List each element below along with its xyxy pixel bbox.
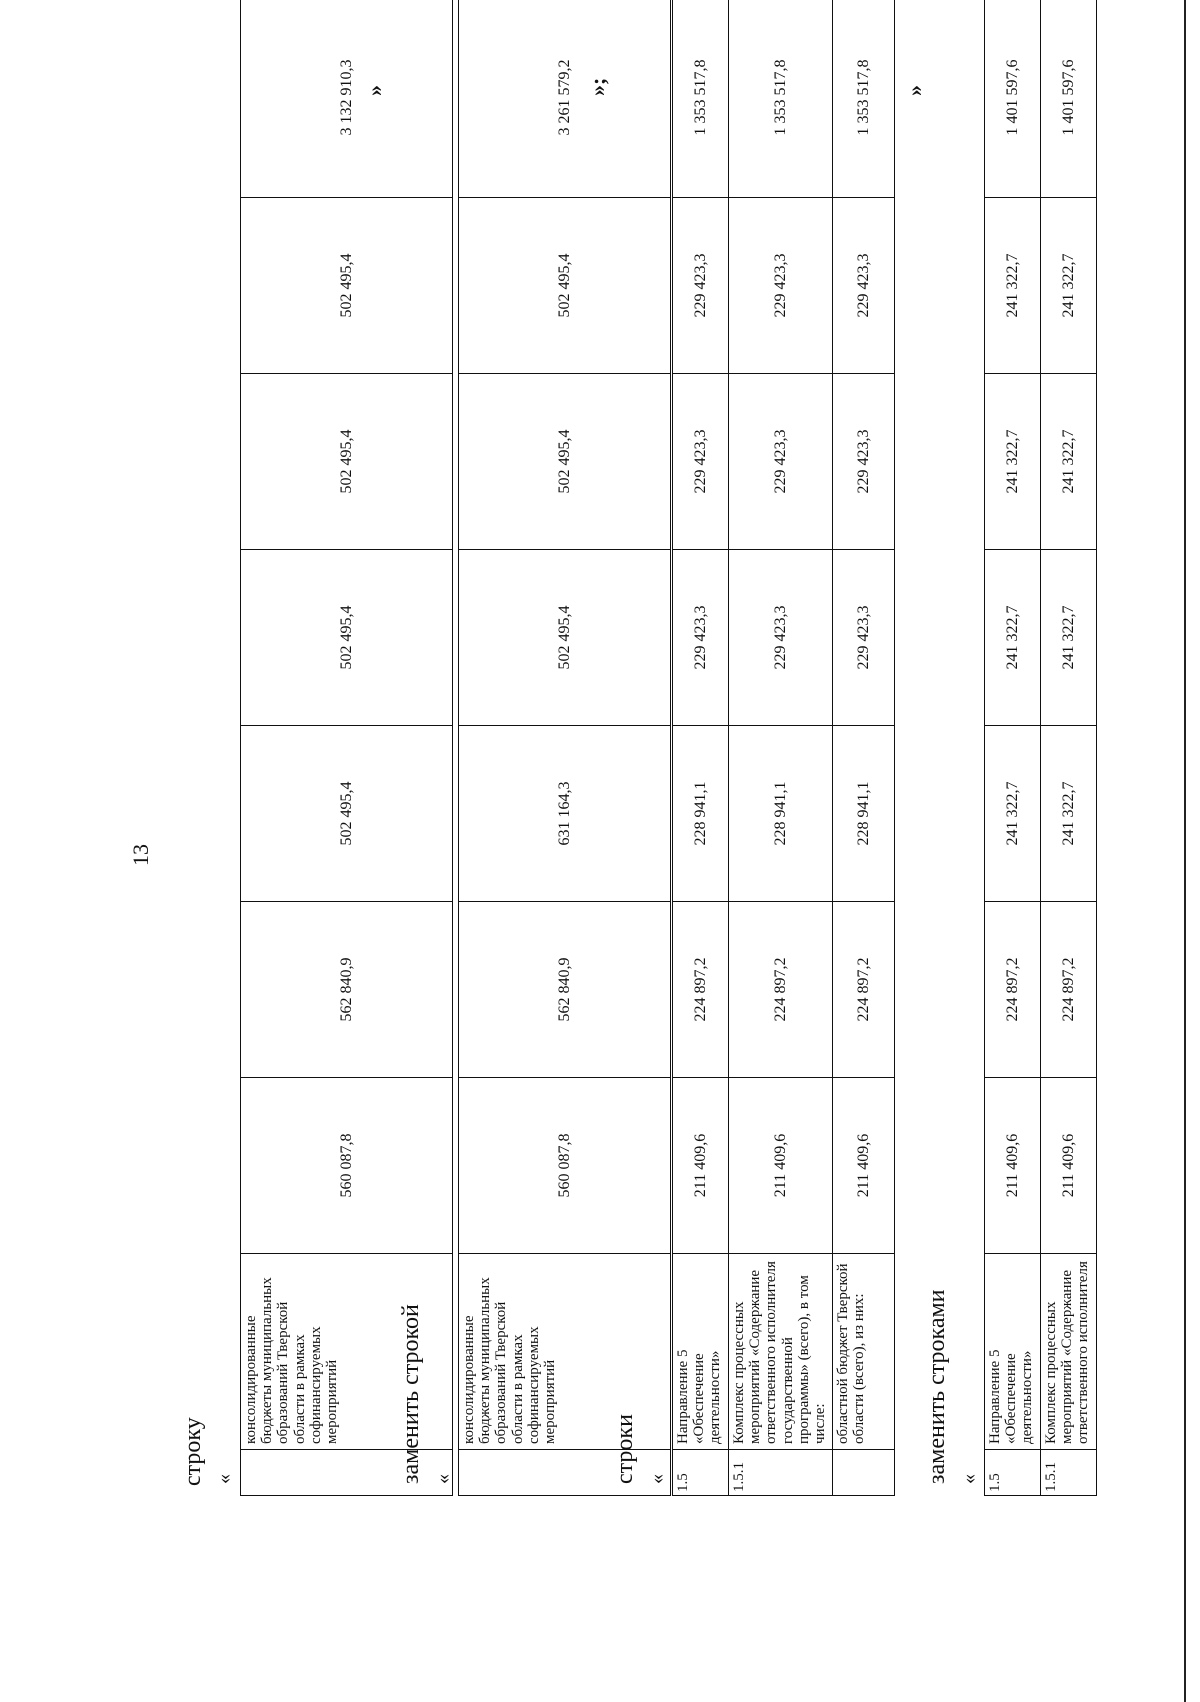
row-code: 1.5 [985,1450,1041,1496]
open-quote-3: « [646,1474,668,1484]
row-value: 224 897,2 [729,902,833,1078]
row-description: Комплекс процессных мероприятий «Содержание ответственного исполнителя государственной программы» (всего), в том числе: [729,1254,833,1450]
close-quote-1: » [362,85,387,96]
row-value: 211 409,6 [729,1078,833,1254]
row-value: 502 495,4 [459,198,671,374]
row-value: 229 423,3 [833,374,895,550]
row-value: 502 495,4 [459,550,671,726]
table-row [241,0,453,1496]
table-row [459,0,671,1496]
row-value: 241 322,7 [985,550,1041,726]
scan-edge-line [1184,0,1186,1702]
table-row [985,0,1041,1496]
row-value: 224 897,2 [833,902,895,1078]
row-code [833,1450,895,1496]
row-value: 241 322,7 [985,726,1041,902]
row-description: Направление 5 «Обеспечение деятельности» [673,1254,729,1450]
row-total-value: 1 401 597,6 [1041,0,1097,198]
row-value: 241 322,7 [1041,198,1097,374]
row-value: 224 897,2 [1041,902,1097,1078]
open-quote-1: « [213,1474,235,1484]
row-value: 229 423,3 [729,198,833,374]
table-block-4 [984,0,1097,1496]
block-label-3: строки [612,1414,638,1484]
page-number: 13 [128,844,153,866]
row-description: Направление 5 «Обеспечение деятельности» [985,1254,1041,1450]
table-row [1041,0,1097,1496]
row-value: 229 423,3 [673,550,729,726]
block-label-2: заменить строкой [398,1304,424,1484]
row-value: 241 322,7 [1041,550,1097,726]
row-value: 229 423,3 [833,550,895,726]
table-block-3 [672,0,895,1496]
row-value: 502 495,4 [241,374,453,550]
row-value: 502 495,4 [241,198,453,374]
close-quote-3: » [902,85,927,96]
row-value: 502 495,4 [241,726,453,902]
row-value: 211 409,6 [1041,1078,1097,1254]
table-row [833,0,895,1496]
row-description: Комплекс процессных мероприятий «Содержание ответственного исполнителя [1041,1254,1097,1450]
row-value: 241 322,7 [985,198,1041,374]
row-total-value: 3 261 579,2 [459,0,671,198]
table-row [729,0,833,1496]
row-value: 229 423,3 [729,550,833,726]
close-quote-2: »; [585,77,610,96]
table-block-1 [240,0,453,1496]
row-code: 1.5.1 [1041,1450,1097,1496]
row-value: 224 897,2 [673,902,729,1078]
row-description: консолидированные бюджеты муниципальных образований Тверской области в рамках софинансируемых мероприятий [459,1254,671,1450]
row-value: 211 409,6 [673,1078,729,1254]
row-value: 228 941,1 [673,726,729,902]
table-block-2 [458,0,671,1496]
row-description: консолидированные бюджеты муниципальных образований Тверской области в рамках софинансируемых мероприятий [241,1254,453,1450]
row-code: 1.5.1 [729,1450,833,1496]
row-total-value: 1 353 517,8 [729,0,833,198]
open-quote-4: « [958,1474,980,1484]
row-value: 562 840,9 [241,902,453,1078]
table-row [673,0,729,1496]
row-value: 241 322,7 [1041,374,1097,550]
row-description: областной бюджет Тверской области (всего), из них: [833,1254,895,1450]
row-total-value: 1 353 517,8 [833,0,895,198]
row-value: 228 941,1 [729,726,833,902]
row-value: 229 423,3 [729,374,833,550]
row-value: 631 164,3 [459,726,671,902]
open-quote-2: « [432,1474,454,1484]
row-value: 229 423,3 [673,198,729,374]
row-value: 229 423,3 [833,198,895,374]
row-value: 502 495,4 [241,550,453,726]
row-value: 211 409,6 [985,1078,1041,1254]
row-value: 241 322,7 [985,374,1041,550]
row-value: 562 840,9 [459,902,671,1078]
row-value: 502 495,4 [459,374,671,550]
row-value: 560 087,8 [459,1078,671,1254]
row-value: 224 897,2 [985,902,1041,1078]
row-value: 229 423,3 [673,374,729,550]
block-label-1: строку [180,1417,206,1486]
row-total-value: 1 353 517,8 [673,0,729,198]
row-value: 560 087,8 [241,1078,453,1254]
row-value: 241 322,7 [1041,726,1097,902]
row-value: 228 941,1 [833,726,895,902]
row-code: 1.5 [673,1450,729,1496]
row-total-value: 3 132 910,3 [241,0,453,198]
row-total-value: 1 401 597,6 [985,0,1041,198]
row-value: 211 409,6 [833,1078,895,1254]
block-label-4: заменить строками [924,1289,950,1484]
